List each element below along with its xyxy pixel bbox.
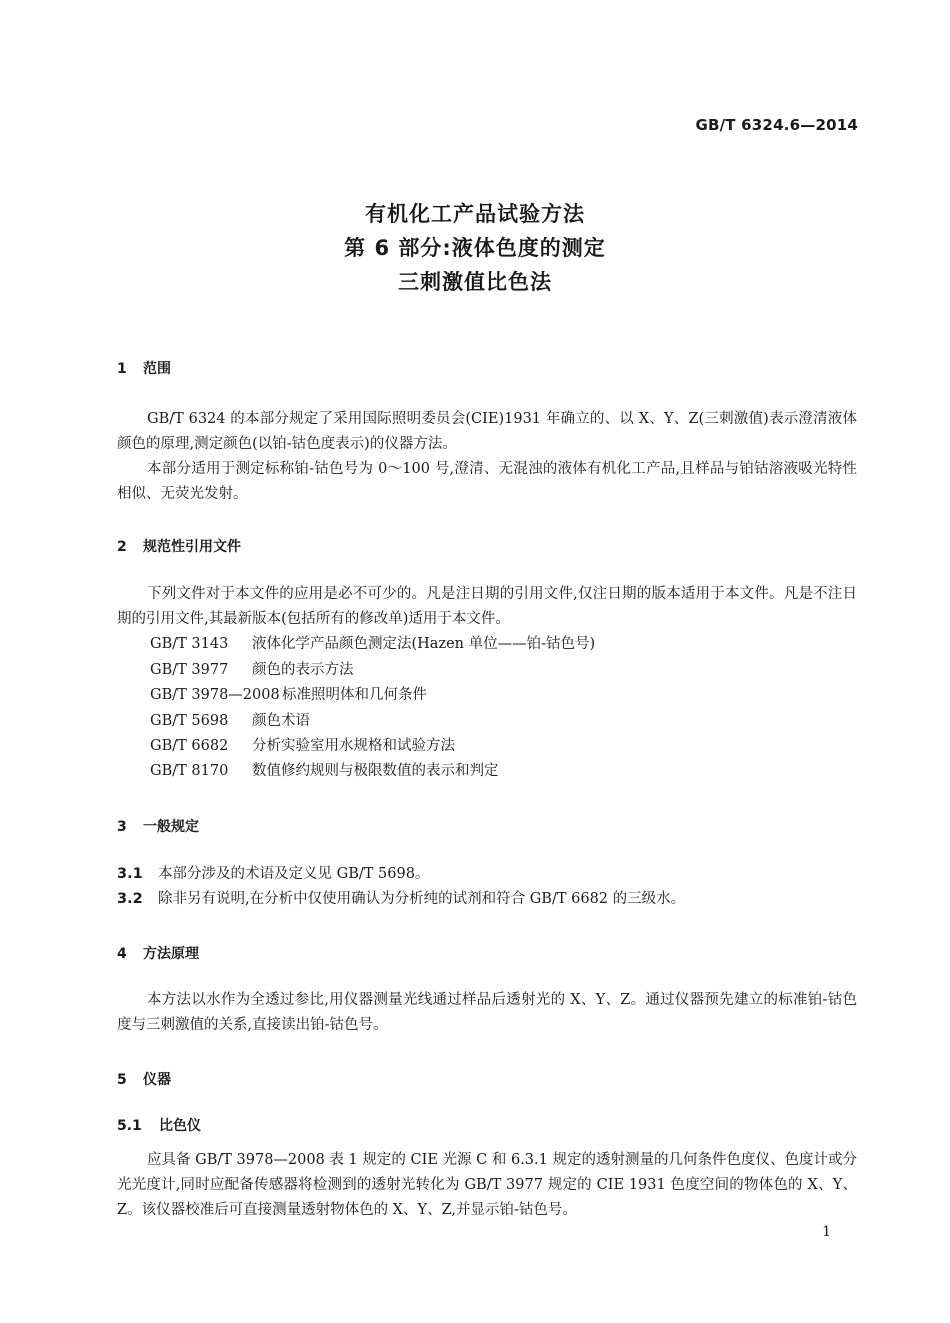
reference-title: 颜色术语 [252,713,310,729]
clause-number: 3.1 [117,866,143,882]
section-5-heading [117,1069,171,1089]
section-number: 4 [117,946,127,962]
section-3-heading [117,816,199,836]
subsection-number: 5.1 [117,1118,142,1134]
reference-title: 颜色的表示方法 [252,662,354,678]
reference-code: GB/T 3977 [150,662,229,678]
document-title [0,197,950,299]
reference-code: GB/T 6682 [150,738,229,754]
reference-code: GB/T 8170 [150,763,229,779]
reference-code: GB/T 3143 [150,636,229,652]
title-line-1: 有机化工产品试验方法 [365,202,585,226]
title-line-2: 第 6 部分:液体色度的测定 [344,236,606,260]
section-1-paragraph-2: 本部分适用于测定标称铂-钴色号为 0～100 号,澄清、无混浊的液体有机化工产品,且样品与铂钴溶液吸光特性相似、无荧光发射。 [117,461,857,502]
clause-3-2 [117,887,857,912]
reference-title: 液体化学产品颜色测定法(Hazen 单位——铂-钴色号) [252,636,596,652]
subsection-title: 比色仪 [159,1118,201,1134]
reference-item [150,709,310,734]
section-1-heading [117,358,171,378]
clause-number: 3.2 [117,891,143,907]
reference-item [150,632,595,657]
reference-title: 标准照明体和几何条件 [282,687,427,703]
reference-title: 分析实验室用水规格和试验方法 [252,738,455,754]
section-2-paragraph-1: 下列文件对于本文件的应用是必不可少的。凡是注日期的引用文件,仅注日期的版本适用于本文件。凡是不注日期的引用文件,其最新版本(包括所有的修改单)适用于本文件。 [117,586,857,627]
reference-code: GB/T 5698 [150,713,229,729]
section-4-paragraph-1: 本方法以水作为全透过参比,用仪器测量光线通过样品后透射光的 X、Y、Z。通过仪器预先建立的标准铂-钴色度与三刺激值的关系,直接读出铂-钴色号。 [117,992,857,1033]
title-line-3: 三刺激值比色法 [398,270,552,294]
section-title: 规范性引用文件 [143,539,241,555]
section-4-heading [117,943,199,963]
section-title: 范围 [143,361,171,377]
standard-code: GB/T 6324.6—2014 [695,116,858,134]
section-number: 2 [117,539,127,555]
clause-text: 本部分涉及的术语及定义见 GB/T 5698。 [158,866,430,882]
section-title: 一般规定 [143,819,199,835]
section-title: 仪器 [143,1072,171,1088]
reference-item [150,658,354,683]
section-number: 1 [117,361,127,377]
reference-item [150,683,427,708]
page-number: 1 [822,1224,831,1240]
section-number: 3 [117,819,127,835]
clause-3-1 [117,862,857,887]
reference-item [150,759,499,784]
subsection-5-1-heading [117,1115,201,1135]
reference-item [150,734,455,759]
reference-code: GB/T 3978—2008 [150,687,280,703]
section-1-paragraph-1: GB/T 6324 的本部分规定了采用国际照明委员会(CIE)1931 年确立的、以 X、Y、Z(三刺激值)表示澄清液体颜色的原理,测定颜色(以铂-钴色度表示)的仪器方法。 [117,411,857,452]
section-number: 5 [117,1072,127,1088]
section-2-heading [117,536,241,556]
section-title: 方法原理 [143,946,199,962]
subsection-5-1-paragraph-1: 应具备 GB/T 3978—2008 表 1 规定的 CIE 光源 C 和 6.3.1 规定的透射测量的几何条件色度仪、色度计或分光光度计,同时应配备传感器将检测到的透射光转化为 GB/T 3977 规定的 CIE 1931 色度空间的物体色的 X、Y、Z。该仪器校准后可直接测量透射物体色的 X、Y、Z,并显示铂-钴色号。 [117,1152,857,1218]
clause-text: 除非另有说明,在分析中仅使用确认为分析纯的试剂和符合 GB/T 6682 的三级水。 [158,891,686,907]
reference-title: 数值修约规则与极限数值的表示和判定 [252,763,499,779]
